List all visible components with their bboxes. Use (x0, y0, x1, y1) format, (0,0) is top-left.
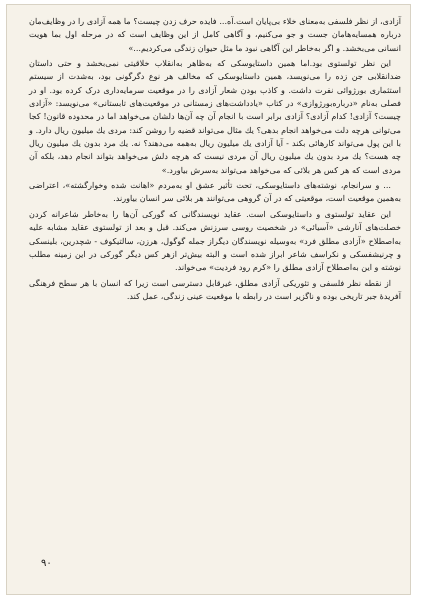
page-body (29, 15, 401, 303)
paragraph-4: این عقاید تولستوی و داستایوسکی است. عقاید نویسندگانی که گورکی آن‌ها را به‌خاطر شاعرانه کردن خصلت‌های آنارشی «آسیائی» در شخصیت روسی سرزنش می‌کند. قبل و بعد از تولستوی عقاید مشابه علیه به‌اصطلاح «آزادی مطلق فرد» به‌وسیله نویسندگان دیگراز جمله گوگول، هرزن، سالتیکوف - شچدرین، بلینسکی و چرنیشفسکی و نکراسف شاعر ابراز شده است و البته بیش‌تر ازهر کس دیگر گورکی در این زمینه مطلب نوشته و این به‌اصطلاح آزادی مطلق را «کرم رود فردیت» می‌خواند. (29, 208, 401, 273)
paragraph-3: ... و سرانجام، نوشته‌های داستایوسکی، تحت تأثیر عشق او به‌مردم «اهانت شده وخوارگشته»، اعتراضی به‌همین موقعیت است، موقعیتی که در آن گروهی می‌توانند هر بلائی سر انسان بیاورند. (29, 180, 401, 204)
scanned-page (6, 4, 411, 595)
paragraph-5: از نقطه نظر فلسفی و تئوریکی آزادی مطلق، غیرقابل دسترسی است زیرا که انسان با هر سطح فرهنگی آفریدۀ جبر تاریخی بوده و ناگزیر است در رابطه با موقعیت عینی زندگی، عمل کند. (29, 277, 401, 301)
page-number: ۹۰ (41, 558, 52, 569)
paragraph-1: آزادی، از نظر فلسفی به‌معنای خلاء بی‌پایان است.آه... فایده حرف زدن چیست؟ ما همه آزادی را در وظایف‌مان درباره همسایه‌هامان جست و جو می‌کنیم، و آگاهی کامل از این وظایف است که در مرحله اول بما هویت انسانی می‌بخشد. و اگر به‌خاطر این آگاهی نبود ما مثل حیوان زندگی می‌کردیم...» (29, 16, 401, 53)
paragraph-2: این نظر تولستوی بود.اما همین داستایوسکی که به‌ظاهر به‌انقلاب خلاقیتی نمی‌بخشد و حتی داستان ضدانقلابی جن زده را می‌نویسد، همین داستایوسکی که مخالف هر نوع دگرگونی بود، به‌شدت از سیستم استثماری بورژوائی نفرت داشت. و کاذب بودن شعار آزادی را در موقعیت سرمایه‌داری درک کرده بود. او در فصلی به‌نام «درباره‌بورژوازی» در کتاب «یادداشت‌های زمستانی در موقعیت‌های تابستانی» می‌نویسد: «آزادی چیست؟ آزادی! کدام آزادی؟ آزادی برابر است با انجام آن چه آن‌ها دلشان می‌خواهد اما در محدوده قانون! کجا می‌توانی هرچه دلت می‌خواهد انجام بدهی؟ یك مثال می‌تواند قضیه را روشن کند: مردی یك میلیون ریال دارد. و با این پول می‌تواند کارهائی بکند - آیا آزادی یك میلیون ریال به‌همه می‌دهند؟ نه. یك مرد بدون یك میلیون ریال چه هست؟ یك مرد بدون یك میلیون ریال آن مردی نیست که هرچه دلش می‌خواهد بتواند انجام دهد، بلکه آن مردی است که هر کس هر بلائی که می‌خواهد می‌تواند به‌سرش بیاورد.» (29, 58, 401, 175)
